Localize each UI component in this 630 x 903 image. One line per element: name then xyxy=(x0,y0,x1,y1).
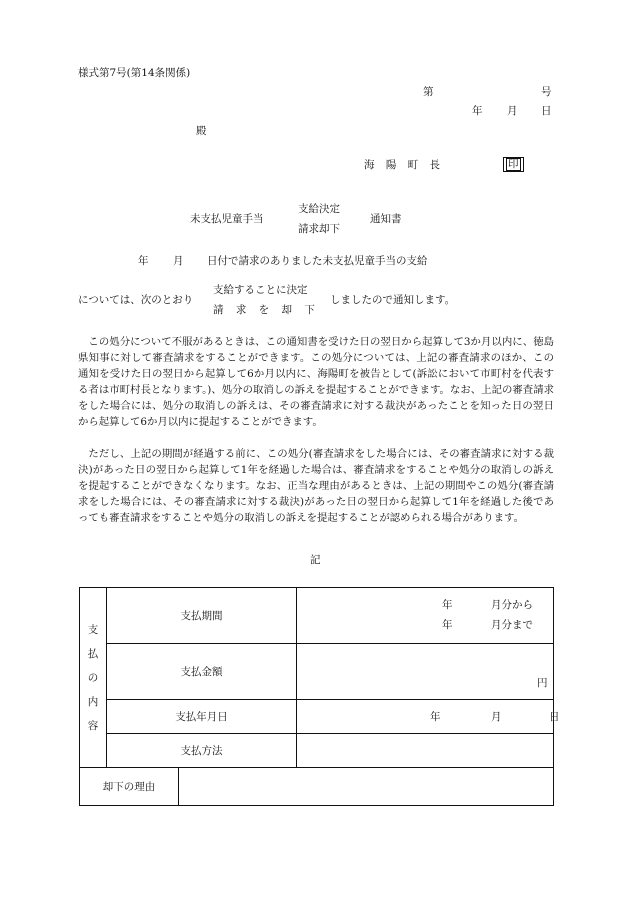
ki-heading: 記 xyxy=(310,554,321,566)
period-year-2: 年 xyxy=(442,619,453,631)
form-number: 様式第7号(第14条関係) xyxy=(78,67,191,79)
period-from-label: 月分から xyxy=(491,599,533,611)
payment-method-label xyxy=(107,734,297,768)
side-label-char: 内 xyxy=(87,695,99,708)
rejection-reason-label xyxy=(80,768,179,806)
table-row xyxy=(80,700,554,734)
addressee-honorific: 殿 xyxy=(196,125,207,137)
payment-date-month: 月 xyxy=(491,711,502,723)
payment-date-day: 日 xyxy=(549,711,560,723)
table-row xyxy=(80,768,554,806)
payment-date-label xyxy=(107,700,297,734)
rejection-reason-value xyxy=(179,768,554,806)
notice-number-suffix: 号 xyxy=(541,86,552,98)
payment-details-table xyxy=(79,587,560,806)
payment-method-label-text: 支払方法 xyxy=(180,745,223,757)
side-label-char: の xyxy=(87,671,99,684)
payment-date-value xyxy=(297,700,560,734)
payment-period-label-text: 支払期間 xyxy=(180,610,223,622)
intro-line1: 日付で請求のありました未支払児童手当の支給 xyxy=(207,255,428,267)
payment-date-label-text: 支払年月日 xyxy=(175,711,228,723)
date-year-label: 年 xyxy=(472,105,483,117)
side-label-char: 払 xyxy=(87,647,99,660)
intro-option-approve: 支給することに決定 xyxy=(213,284,308,296)
rejection-reason-label-text: 却下の理由 xyxy=(102,781,156,793)
table-row xyxy=(80,588,554,644)
issuer-name: 海 陽 町 長 xyxy=(364,159,441,171)
side-label-char: 支 xyxy=(87,623,99,636)
title-left: 未支払児童手当 xyxy=(190,213,264,225)
table-row xyxy=(80,644,554,700)
intro-month-label: 月 xyxy=(173,255,184,267)
payment-date-year: 年 xyxy=(430,711,441,723)
payment-amount-label-text: 支払金額 xyxy=(180,666,223,678)
appeal-paragraph-1: この処分について不服があるときは、この通知書を受けた日の翌日から起算して3か月以内に、徳島県知事に対して審査請求をすることができます。この処分については、上記の審査請求のほか、この通知を受けた日の翌日から起算して6か月以内に、海陽町を被告として(訴訟において市町村を代表する者は市町村長となります。)、処分の取消しの訴えを提起することができます。なお、上記の審査請求をした場合には、処分の取消しの訴えは、その審査請求に対する裁決があったことを知った日の翌日から起算して6か月以内に提起することができます。 xyxy=(78,336,554,428)
period-to-label: 月分まで xyxy=(491,619,533,631)
payment-amount-label xyxy=(107,644,297,700)
seal-char: 印 xyxy=(508,158,519,170)
intro-line2-right: しましたので通知します。 xyxy=(330,294,456,306)
amount-unit: 円 xyxy=(537,677,548,689)
intro-line2-left: については、次のとおり xyxy=(78,294,194,306)
intro-year-label: 年 xyxy=(138,255,149,267)
title-right: 通知書 xyxy=(370,213,402,225)
title-option-approve: 支給決定 xyxy=(298,203,340,215)
table-row xyxy=(80,734,554,768)
notice-number-prefix: 第 xyxy=(423,86,434,98)
side-label-char: 容 xyxy=(87,719,99,732)
date-day-label: 日 xyxy=(541,105,552,117)
date-month-label: 月 xyxy=(507,105,518,117)
payment-period-label xyxy=(107,588,297,644)
period-year-1: 年 xyxy=(442,599,453,611)
appeal-paragraph-2: ただし、上記の期間が経過する前に、この処分(審査請求をした場合には、その審査請求に対する裁決)があった日の翌日から起算して1年を経過した場合は、審査請求をすることや処分の取消しの訴えを提起することができなくなります。なお、正当な理由があるときは、上記の期間やこの処分(審査請求をした場合には、その審査請求に対する裁決)があった日の翌日から起算して1年を経過した後であっても審査請求をすることや処分の取消しの訴えを提起することが認められる場合があります。 xyxy=(78,448,554,524)
payment-amount-value xyxy=(297,644,554,700)
payment-content-side-label xyxy=(80,588,107,768)
seal-mark xyxy=(503,157,524,172)
title-option-reject: 請求却下 xyxy=(298,223,340,235)
intro-option-reject: 請 求 を 却 下 xyxy=(213,304,315,316)
payment-method-value xyxy=(297,734,554,768)
payment-period-value xyxy=(297,588,554,644)
